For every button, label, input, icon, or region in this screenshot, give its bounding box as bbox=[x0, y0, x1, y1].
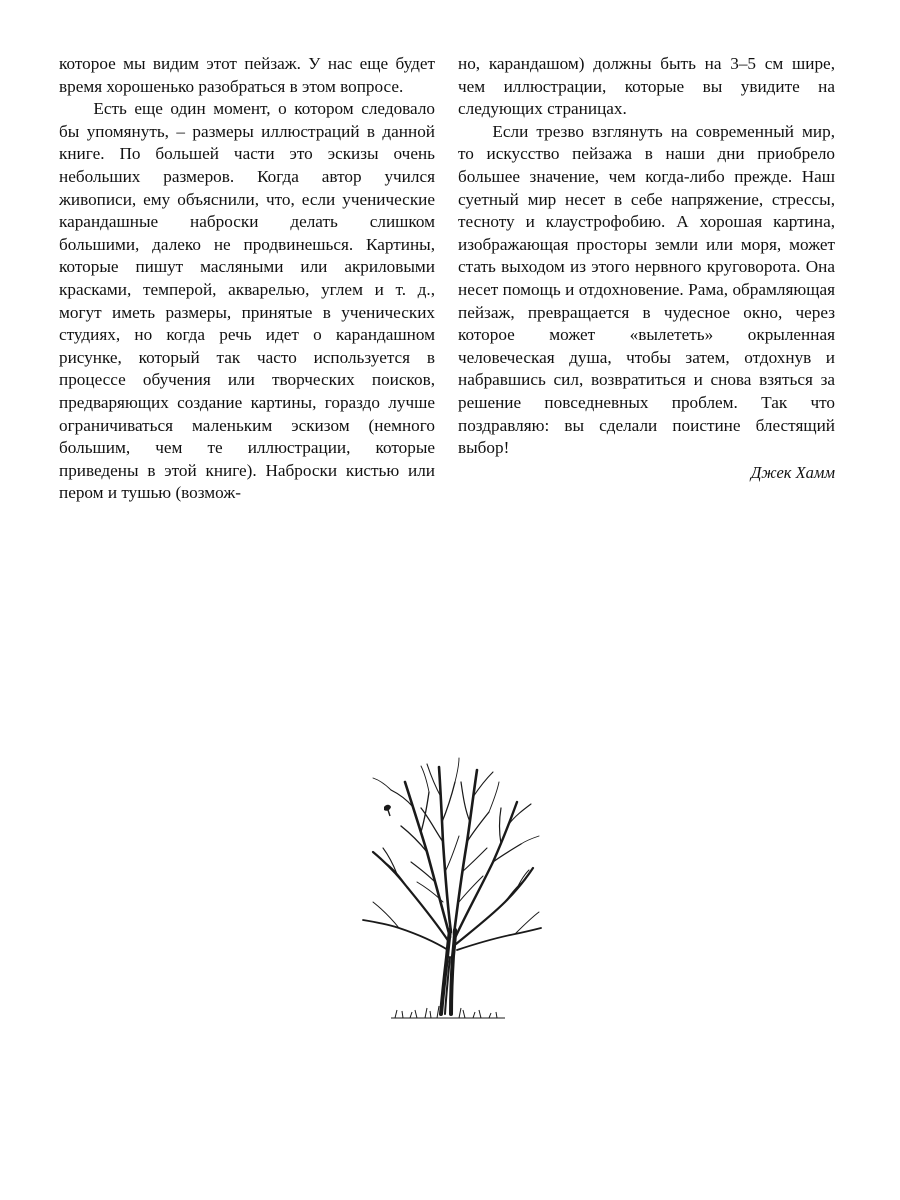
paragraph-modern-world: Если трезво взглянуть на современный мир, то искусство пейзажа в наши дни приобрело большее значение, чем когда-либо прежде. Наш суетный мир несет в себе напряжение, стрессы, тесноту и клаустрофобию. А хорошая картина, изображающая просторы земли или моря, может стать выходом из этого нервного круговорота. Она несет помощь и отдохновение. Рама, обрамляющая пейзаж, превращается в чудесное окно, через которое может «вылететь» окрыленная человеческая душа, чтобы затем, отдохнув и набравшись сил, возвратиться и снова взяться за решение повседневных проблем. Так что поздравляю: вы сделали поистине блестящий выбор! bbox=[458, 121, 835, 458]
left-text-column bbox=[59, 53, 435, 505]
bare-tree-sketch-icon bbox=[355, 752, 545, 1032]
right-text-column bbox=[458, 53, 835, 484]
author-signature: Джек Хамм bbox=[750, 462, 835, 482]
paragraph-continued-right: но, карандашом) должны быть на 3–5 см шире, чем иллюстрации, которые вы увидите на следующих страницах. bbox=[458, 54, 835, 119]
paragraph-continued: которое мы видим этот пейзаж. У нас еще будет время хорошенько разобраться в этом вопросе. bbox=[59, 54, 435, 96]
paragraph-illustration-sizes: Есть еще один момент, о котором следовало бы упомянуть, – размеры иллюстраций в данной книге. По большей части это эскизы очень небольших размеров. Когда автор учился живописи, ему объяснили, что, если ученические карандашные наброски делать слишком большими, далеко не продвинешься. Картины, которые пишут масляными или акриловыми красками, темперой, акварелью, углем и т. д., могут иметь размеры, принятые в ученических студиях, но когда речь идет о карандашном рисунке, который так часто используется в процессе обучения или творческих поисков, предваряющих создание картины, гораздо лучше ограничиваться маленьким эскизом (немного большим, чем те иллюстрации, которые приведены в этой книге). Наброски кистью или пером и тушью (возмож- bbox=[59, 99, 435, 503]
